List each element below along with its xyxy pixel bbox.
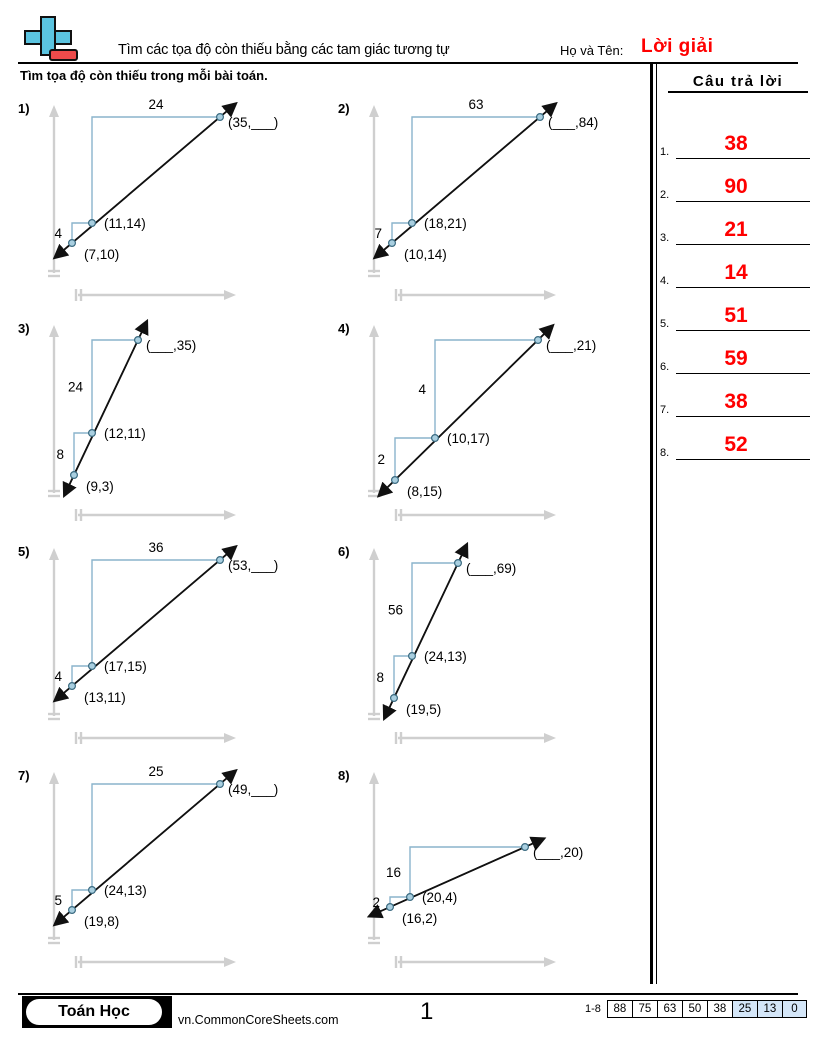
svg-text:24: 24 — [148, 97, 164, 112]
svg-text:7: 7 — [374, 226, 382, 241]
svg-text:(___,21): (___,21) — [546, 338, 597, 353]
svg-text:4: 4 — [54, 226, 62, 241]
svg-text:25: 25 — [148, 764, 164, 779]
brand-badge — [22, 996, 172, 1028]
svg-text:(17,15): (17,15) — [104, 659, 147, 674]
svg-text:(7,10): (7,10) — [84, 247, 120, 262]
svg-text:(24,13): (24,13) — [424, 649, 467, 664]
score-cell: 88 — [607, 1000, 632, 1018]
answer-row — [658, 417, 816, 460]
answer-row — [658, 288, 816, 331]
answer-key-title: Câu trả lời — [668, 73, 808, 93]
problem-3 — [10, 315, 330, 540]
problem-4 — [330, 315, 650, 540]
page-number: 1 — [420, 998, 434, 1025]
svg-text:2: 2 — [372, 895, 380, 910]
footer-divider — [18, 993, 798, 995]
coordinate-diagram — [330, 762, 650, 987]
worksheet-title: Tìm các tọa độ còn thiếu bằng các tam giác tương tự — [118, 42, 450, 58]
svg-text:(9,3): (9,3) — [86, 479, 114, 494]
answer-number: 4. — [660, 275, 670, 287]
problem-number: 7) — [18, 768, 30, 783]
problem-5 — [10, 538, 330, 763]
answer-row — [658, 202, 816, 245]
answer-row — [658, 331, 816, 374]
problem-7 — [10, 762, 330, 987]
svg-text:(___,69): (___,69) — [466, 561, 517, 576]
svg-text:(49,___): (49,___) — [228, 782, 279, 797]
answer-number: 2. — [660, 189, 670, 201]
score-cell: 25 — [732, 1000, 757, 1018]
answer-value: 38 — [724, 132, 748, 155]
svg-text:(___,35): (___,35) — [146, 338, 197, 353]
answer-value: 90 — [724, 175, 748, 198]
answer-line — [676, 459, 810, 460]
answer-key-panel — [658, 64, 816, 484]
problem-number: 5) — [18, 544, 30, 559]
svg-text:16: 16 — [385, 865, 401, 880]
svg-text:(53,___): (53,___) — [228, 558, 279, 573]
name-value: Lời giải — [641, 36, 714, 57]
svg-text:(13,11): (13,11) — [84, 690, 126, 705]
score-table — [585, 1000, 807, 1018]
svg-text:(11,14): (11,14) — [104, 216, 146, 231]
svg-text:(8,15): (8,15) — [407, 484, 443, 499]
problem-number: 6) — [338, 544, 350, 559]
svg-text:4: 4 — [418, 382, 426, 397]
svg-text:8: 8 — [56, 447, 64, 462]
svg-text:(20,4): (20,4) — [422, 890, 458, 905]
score-cell: 0 — [782, 1000, 807, 1018]
score-cells — [607, 1000, 807, 1018]
site-url: vn.CommonCoreSheets.com — [178, 1013, 339, 1027]
score-cell: 63 — [657, 1000, 682, 1018]
problem-number: 4) — [338, 321, 350, 336]
score-cell: 38 — [707, 1000, 732, 1018]
coordinate-diagram — [330, 538, 650, 763]
problem-8 — [330, 762, 650, 987]
svg-text:(10,14): (10,14) — [404, 247, 447, 262]
name-label: Họ và Tên: — [560, 43, 624, 58]
svg-text:2: 2 — [377, 452, 385, 467]
coordinate-diagram — [10, 95, 330, 320]
problem-6 — [330, 538, 650, 763]
answer-row — [658, 374, 816, 417]
svg-text:(___,20): (___,20) — [533, 845, 584, 860]
coordinate-diagram — [330, 315, 650, 540]
svg-text:4: 4 — [54, 669, 62, 684]
svg-text:(10,17): (10,17) — [447, 431, 490, 446]
score-cell: 13 — [757, 1000, 782, 1018]
answer-row — [658, 245, 816, 288]
svg-text:(19,5): (19,5) — [406, 702, 442, 717]
answer-value: 51 — [724, 304, 748, 327]
answer-value: 14 — [724, 261, 748, 284]
coordinate-diagram — [330, 95, 650, 320]
brand-name: Toán Học — [26, 999, 162, 1025]
answer-value: 38 — [724, 390, 748, 413]
score-range-label: 1-8 — [585, 1003, 601, 1015]
answer-number: 5. — [660, 318, 670, 330]
answer-value: 21 — [724, 218, 748, 241]
column-divider-thin — [656, 64, 657, 984]
svg-text:(24,13): (24,13) — [104, 883, 147, 898]
answer-value: 59 — [724, 347, 748, 370]
svg-text:5: 5 — [54, 893, 62, 908]
answer-number: 8. — [660, 447, 670, 459]
svg-text:(35,___): (35,___) — [228, 115, 279, 130]
coordinate-diagram — [10, 315, 330, 540]
answer-number: 3. — [660, 232, 670, 244]
svg-text:(19,8): (19,8) — [84, 914, 120, 929]
problem-number: 8) — [338, 768, 350, 783]
answer-value: 52 — [724, 433, 748, 456]
problem-number: 2) — [338, 101, 350, 116]
svg-text:56: 56 — [387, 602, 403, 618]
problem-number: 1) — [18, 101, 30, 116]
svg-text:24: 24 — [67, 379, 83, 395]
answer-number: 1. — [660, 146, 670, 158]
svg-text:63: 63 — [468, 97, 484, 112]
answer-number: 7. — [660, 404, 670, 416]
problem-number: 3) — [18, 321, 30, 336]
column-divider-thick — [650, 64, 653, 984]
problem-2 — [330, 95, 650, 320]
svg-text:(16,2): (16,2) — [402, 911, 438, 926]
problem-1 — [10, 95, 330, 320]
coordinate-diagram — [10, 762, 330, 987]
answer-number: 6. — [660, 361, 670, 373]
svg-text:36: 36 — [148, 540, 164, 555]
score-cell: 50 — [682, 1000, 707, 1018]
score-cell: 75 — [632, 1000, 657, 1018]
coordinate-diagram — [10, 538, 330, 763]
plus-minus-icon — [18, 14, 80, 66]
svg-text:(12,11): (12,11) — [104, 426, 146, 441]
answer-row — [658, 116, 816, 159]
svg-text:(___,84): (___,84) — [548, 115, 599, 130]
answer-row — [658, 159, 816, 202]
svg-text:8: 8 — [376, 670, 384, 685]
instructions-text: Tìm tọa độ còn thiếu trong mỗi bài toán. — [20, 68, 268, 83]
svg-text:(18,21): (18,21) — [424, 216, 467, 231]
